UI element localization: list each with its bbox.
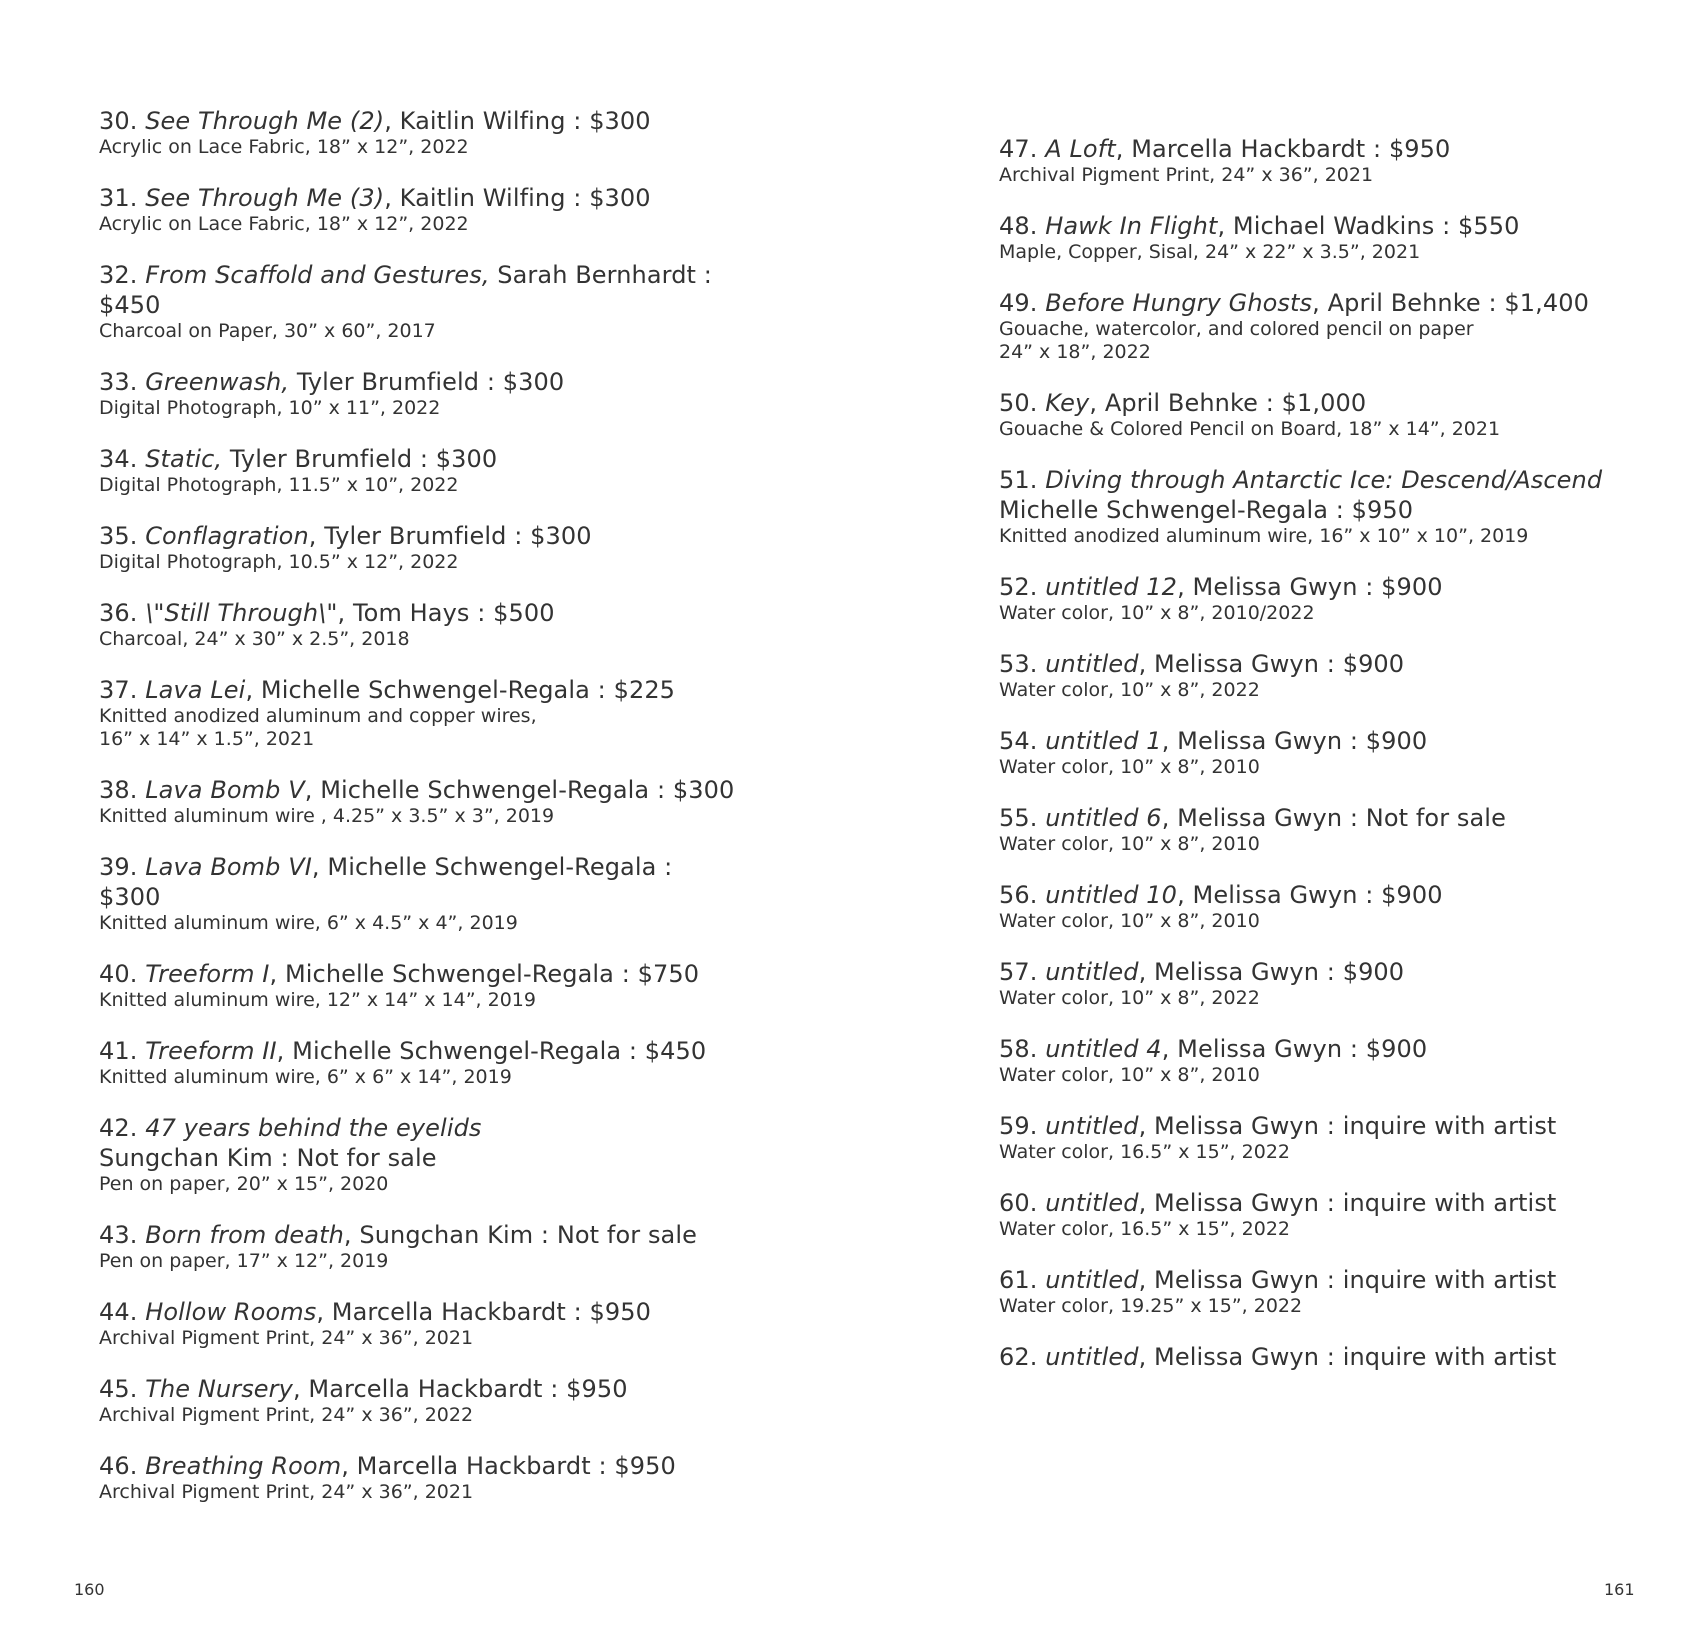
artwork-details: Digital Photograph, 10” x 11”, 2022 [99, 397, 441, 419]
artwork-title-line [999, 880, 1659, 910]
artwork-title: untitled [1045, 650, 1139, 678]
artwork-entry [999, 1111, 1659, 1164]
artwork-entry [99, 1451, 739, 1504]
artwork-number: 52. [999, 573, 1038, 601]
artist-and-price: Melissa Gwyn : $900 [1169, 1035, 1428, 1063]
artwork-title-line [99, 183, 739, 213]
artwork-title-line [999, 465, 1659, 495]
artwork-title-line [999, 1342, 1659, 1372]
artwork-title: untitled [1045, 1343, 1139, 1371]
artwork-entry [99, 1113, 739, 1196]
artwork-title: untitled 10 [1045, 881, 1178, 909]
artwork-details: Charcoal on Paper, 30” x 60”, 2017 [99, 320, 436, 342]
artwork-number: 31. [99, 184, 138, 212]
artwork-number: 46. [99, 1452, 138, 1480]
artwork-title-line [99, 675, 739, 705]
artwork-entry [999, 803, 1659, 856]
artwork-entry [999, 726, 1659, 779]
artwork-title: Lava Bomb VI [145, 853, 312, 881]
artist-and-price: Melissa Gwyn : $900 [1146, 958, 1405, 986]
artwork-title-line [99, 1113, 739, 1143]
title-separator: , [304, 776, 313, 804]
title-separator: , [341, 1452, 349, 1480]
title-separator: , [1138, 1189, 1147, 1217]
artwork-title-line [999, 1111, 1659, 1141]
artwork-details: Water color, 19.25” x 15”, 2022 [999, 1295, 1303, 1317]
artist-and-price: Michelle Schwengel-Regala : $950 [999, 496, 1414, 524]
title-separator: , [1138, 1343, 1147, 1371]
artwork-title: Lava Bomb V [145, 776, 305, 804]
artwork-title: untitled 6 [1045, 804, 1162, 832]
artwork-details: Water color, 10” x 8”, 2010 [999, 910, 1260, 932]
title-separator: , [1089, 389, 1098, 417]
artwork-title-line [99, 444, 739, 474]
artwork-details: Acrylic on Lace Fabric, 18” x 12”, 2022 [99, 136, 469, 158]
artwork-number: 41. [99, 1037, 138, 1065]
artwork-entry [999, 1342, 1659, 1372]
artwork-details: Water color, 10” x 8”, 2010/2022 [999, 602, 1315, 624]
artwork-details: Knitted aluminum wire , 4.25” x 3.5” x 3”, 2019 [99, 805, 555, 827]
artwork-entry [99, 1220, 739, 1273]
artwork-list-left [99, 106, 739, 1528]
artwork-entry [99, 852, 739, 935]
artwork-title: Hollow Rooms [145, 1298, 317, 1326]
artist-and-price: $450 [99, 291, 161, 319]
title-separator: , [276, 1037, 285, 1065]
artist-and-price: Melissa Gwyn : $900 [1146, 650, 1405, 678]
artist-and-price: April Behnke : $1,000 [1097, 389, 1367, 417]
artwork-entry [99, 959, 739, 1012]
artwork-number: 44. [99, 1298, 138, 1326]
artwork-title: Greenwash, [145, 368, 290, 396]
title-separator: , [292, 1375, 301, 1403]
artwork-title: untitled [1045, 958, 1139, 986]
artwork-title: Breathing Room [145, 1452, 342, 1480]
title-separator: , [1138, 650, 1147, 678]
artwork-title: Born from death [145, 1221, 344, 1249]
artwork-title: Lava Lei [145, 676, 246, 704]
artwork-title-line [999, 957, 1659, 987]
artwork-title-line [999, 572, 1659, 602]
artwork-entry [999, 134, 1659, 187]
title-separator: , [1138, 1112, 1147, 1140]
artwork-entry [99, 1036, 739, 1089]
title-separator: , [1161, 1035, 1170, 1063]
title-separator: , [1138, 1266, 1147, 1294]
artwork-entry [999, 572, 1659, 625]
artwork-title-line [99, 1036, 739, 1066]
artwork-number: 35. [99, 522, 138, 550]
artist-and-price: Michelle Schwengel-Regala : $225 [253, 676, 676, 704]
artwork-title-line [99, 1220, 739, 1250]
artist-and-price: Tyler Brumfield : $300 [316, 522, 592, 550]
artwork-details: Acrylic on Lace Fabric, 18” x 12”, 2022 [99, 213, 469, 235]
artwork-title: untitled [1045, 1189, 1139, 1217]
artwork-title: Conflagration [145, 522, 309, 550]
title-separator: , [1161, 804, 1170, 832]
artwork-details: Knitted aluminum wire, 6” x 4.5” x 4”, 2019 [99, 912, 518, 934]
artwork-entry [999, 288, 1659, 364]
artwork-details: Maple, Copper, Sisal, 24” x 22” x 3.5”, 2021 [999, 241, 1421, 263]
artwork-number: 33. [99, 368, 138, 396]
artist-and-price: Melissa Gwyn : $900 [1169, 727, 1428, 755]
artwork-title: \"Still Through\" [145, 599, 338, 627]
artist-and-price: Tom Hays : $500 [345, 599, 555, 627]
artwork-entry [999, 211, 1659, 264]
artwork-title: 47 years behind the eyelids [145, 1114, 482, 1142]
artwork-number: 38. [99, 776, 138, 804]
artwork-entry [99, 675, 739, 751]
artwork-title-line [99, 959, 739, 989]
artwork-title-line [999, 1265, 1659, 1295]
artist-and-price: Sungchan Kim : Not for sale [99, 1144, 437, 1172]
artwork-number: 47. [999, 135, 1038, 163]
artwork-title: Static, [145, 445, 223, 473]
artwork-entry [99, 521, 739, 574]
artwork-number: 36. [99, 599, 138, 627]
artwork-number: 55. [999, 804, 1038, 832]
artwork-number: 45. [99, 1375, 138, 1403]
title-separator: , [316, 1298, 325, 1326]
artwork-entry [99, 598, 739, 651]
title-separator: , [1177, 881, 1185, 909]
artist-and-price: Marcella Hackbardt : $950 [1123, 135, 1451, 163]
artwork-number: 54. [999, 727, 1038, 755]
right-page [850, 0, 1700, 1650]
title-separator: , [1138, 958, 1147, 986]
artist-and-price: Melissa Gwyn : $900 [1184, 573, 1443, 601]
artwork-details: Water color, 10” x 8”, 2022 [999, 987, 1260, 1009]
artwork-title-line [99, 367, 739, 397]
artwork-details: 16” x 14” x 1.5”, 2021 [99, 728, 315, 750]
artwork-title: See Through Me (2) [145, 107, 385, 135]
artwork-entry [999, 957, 1659, 1010]
artwork-entry [999, 649, 1659, 702]
artwork-details: Gouache & Colored Pencil on Board, 18” x 14”, 2021 [999, 418, 1501, 440]
artist-and-price: Michael Wadkins : $550 [1225, 212, 1520, 240]
artwork-entry [99, 1374, 739, 1427]
title-separator: , [269, 960, 278, 988]
artist-and-price: Sungchan Kim : Not for sale [351, 1221, 697, 1249]
artwork-entry [999, 388, 1659, 441]
artwork-number: 53. [999, 650, 1038, 678]
artwork-entry [99, 1297, 739, 1350]
artwork-title: Hawk In Flight [1045, 212, 1218, 240]
artwork-title: Diving through Antarctic Ice: Descend/Ascend [1045, 466, 1603, 494]
artwork-title-line [99, 775, 739, 805]
artwork-title-line [999, 134, 1659, 164]
artwork-number: 49. [999, 289, 1038, 317]
artwork-title-line [99, 260, 739, 290]
artwork-details: Knitted aluminum wire, 6” x 6” x 14”, 2019 [99, 1066, 512, 1088]
artwork-title-line [99, 1374, 739, 1404]
artwork-number: 42. [99, 1114, 138, 1142]
artwork-entry [999, 880, 1659, 933]
artwork-title-line [999, 803, 1659, 833]
artwork-entry [99, 106, 739, 159]
artist-and-price: Tyler Brumfield : $300 [222, 445, 498, 473]
artwork-number: 59. [999, 1112, 1038, 1140]
artwork-title-line [999, 388, 1659, 418]
artwork-details: Knitted anodized aluminum wire, 16” x 10” x 10”, 2019 [999, 525, 1529, 547]
artist-and-price: Kaitlin Wilfing : $300 [391, 107, 651, 135]
artwork-title: Treeform II [145, 1037, 277, 1065]
title-separator: , [1161, 727, 1170, 755]
artwork-details: Digital Photograph, 11.5” x 10”, 2022 [99, 474, 459, 496]
artwork-number: 57. [999, 958, 1038, 986]
artwork-details: Archival Pigment Print, 24” x 36”, 2021 [999, 164, 1374, 186]
artwork-title-line [99, 852, 739, 912]
title-separator: , [343, 1221, 352, 1249]
artwork-number: 60. [999, 1189, 1038, 1217]
artwork-entry [99, 444, 739, 497]
artwork-details: Water color, 16.5” x 15”, 2022 [999, 1141, 1290, 1163]
artwork-number: 56. [999, 881, 1038, 909]
artwork-title: untitled 4 [1045, 1035, 1162, 1063]
artwork-title-line [99, 1297, 739, 1327]
artwork-details: Knitted anodized aluminum and copper wires, [99, 705, 537, 727]
artwork-entry [999, 1265, 1659, 1318]
artwork-title-line [99, 106, 739, 136]
artwork-title-line [999, 288, 1659, 318]
artwork-number: 37. [99, 676, 138, 704]
title-separator: , [1217, 212, 1226, 240]
title-separator: , [1115, 135, 1124, 163]
artwork-title: The Nursery [145, 1375, 293, 1403]
artist-and-price: Michelle Schwengel-Regala : $300 [99, 853, 673, 911]
artwork-title-line [999, 726, 1659, 756]
artwork-details: Water color, 16.5” x 15”, 2022 [999, 1218, 1290, 1240]
title-separator: , [384, 184, 392, 212]
artwork-number: 62. [999, 1343, 1038, 1371]
artist-and-price: Marcella Hackbardt : $950 [348, 1452, 676, 1480]
artwork-number: 51. [999, 466, 1038, 494]
page-number-left: 160 [74, 1580, 105, 1599]
title-separator: , [1177, 573, 1185, 601]
title-separator: , [384, 107, 392, 135]
artist-and-price: Tyler Brumfield : $300 [289, 368, 565, 396]
artwork-details: Water color, 10” x 8”, 2010 [999, 833, 1260, 855]
artwork-title: untitled [1045, 1266, 1139, 1294]
artwork-details: 24” x 18”, 2022 [999, 341, 1151, 363]
artwork-title: untitled [1045, 1112, 1139, 1140]
artwork-entry [99, 367, 739, 420]
artwork-entry [999, 465, 1659, 548]
artwork-number: 50. [999, 389, 1038, 417]
artwork-list-right [999, 134, 1659, 1396]
artwork-details: Archival Pigment Print, 24” x 36”, 2021 [99, 1327, 474, 1349]
title-separator: , [1312, 289, 1320, 317]
artwork-number: 32. [99, 261, 138, 289]
artwork-number: 58. [999, 1035, 1038, 1063]
artwork-title: A Loft [1045, 135, 1116, 163]
artist-and-price: Sarah Bernhardt : [489, 261, 712, 289]
artist-and-price: Melissa Gwyn : inquire with artist [1146, 1266, 1557, 1294]
artist-and-price: Marcella Hackbardt : $950 [324, 1298, 651, 1326]
artwork-details: Knitted aluminum wire, 12” x 14” x 14”, 2019 [99, 989, 536, 1011]
artwork-number: 40. [99, 960, 138, 988]
artwork-number: 61. [999, 1266, 1038, 1294]
artwork-number: 39. [99, 853, 138, 881]
artwork-title-line [999, 1188, 1659, 1218]
artwork-title-line [99, 521, 739, 551]
artwork-title-line [999, 1034, 1659, 1064]
artwork-number: 34. [99, 445, 138, 473]
artist-and-price: Kaitlin Wilfing : $300 [391, 184, 651, 212]
artwork-number: 48. [999, 212, 1038, 240]
title-separator: , [337, 599, 346, 627]
artist-and-price: Michelle Schwengel-Regala : $450 [284, 1037, 707, 1065]
artwork-number: 30. [99, 107, 138, 135]
artist-and-price: Melissa Gwyn : inquire with artist [1146, 1112, 1557, 1140]
artwork-details: Water color, 10” x 8”, 2010 [999, 756, 1260, 778]
artist-and-price: Melissa Gwyn : inquire with artist [1146, 1343, 1557, 1371]
title-separator: , [311, 853, 320, 881]
artwork-entry [999, 1188, 1659, 1241]
artwork-title: Treeform I [145, 960, 270, 988]
artwork-title: untitled 12 [1045, 573, 1178, 601]
artwork-details: Pen on paper, 20” x 15”, 2020 [99, 1173, 389, 1195]
artist-and-price: Melissa Gwyn : Not for sale [1169, 804, 1506, 832]
artwork-entry [99, 183, 739, 236]
artwork-entry [99, 775, 739, 828]
artwork-details: Archival Pigment Print, 24” x 36”, 2021 [99, 1481, 474, 1503]
artist-and-price: Melissa Gwyn : inquire with artist [1146, 1189, 1557, 1217]
artist-and-price: Melissa Gwyn : $900 [1184, 881, 1443, 909]
artwork-details: Charcoal, 24” x 30” x 2.5”, 2018 [99, 628, 410, 650]
artwork-title-line [99, 1451, 739, 1481]
artwork-title: Before Hungry Ghosts [1045, 289, 1313, 317]
artwork-details: Water color, 10” x 8”, 2022 [999, 679, 1260, 701]
artwork-title-line [99, 598, 739, 628]
artwork-details: Pen on paper, 17” x 12”, 2019 [99, 1250, 389, 1272]
artwork-details: Digital Photograph, 10.5” x 12”, 2022 [99, 551, 459, 573]
artwork-title: See Through Me (3) [145, 184, 385, 212]
artist-and-price: Michelle Schwengel-Regala : $300 [312, 776, 735, 804]
artwork-details: Water color, 10” x 8”, 2010 [999, 1064, 1260, 1086]
artist-and-price: Marcella Hackbardt : $950 [300, 1375, 628, 1403]
artist-and-price: April Behnke : $1,400 [1319, 289, 1589, 317]
artwork-title: From Scaffold and Gestures, [145, 261, 490, 289]
title-separator: , [308, 522, 317, 550]
title-separator: , [245, 676, 254, 704]
artist-and-price: Michelle Schwengel-Regala : $750 [277, 960, 700, 988]
artwork-entry [999, 1034, 1659, 1087]
artwork-title: untitled 1 [1045, 727, 1162, 755]
artwork-title-line [999, 649, 1659, 679]
page-number-right: 161 [1604, 1580, 1635, 1599]
artwork-entry [99, 260, 739, 343]
artwork-title: Key [1045, 389, 1090, 417]
artwork-details: Archival Pigment Print, 24” x 36”, 2022 [99, 1404, 474, 1426]
artwork-details: Gouache, watercolor, and colored pencil on paper [999, 318, 1474, 340]
artwork-number: 43. [99, 1221, 138, 1249]
artwork-title-line [999, 211, 1659, 241]
